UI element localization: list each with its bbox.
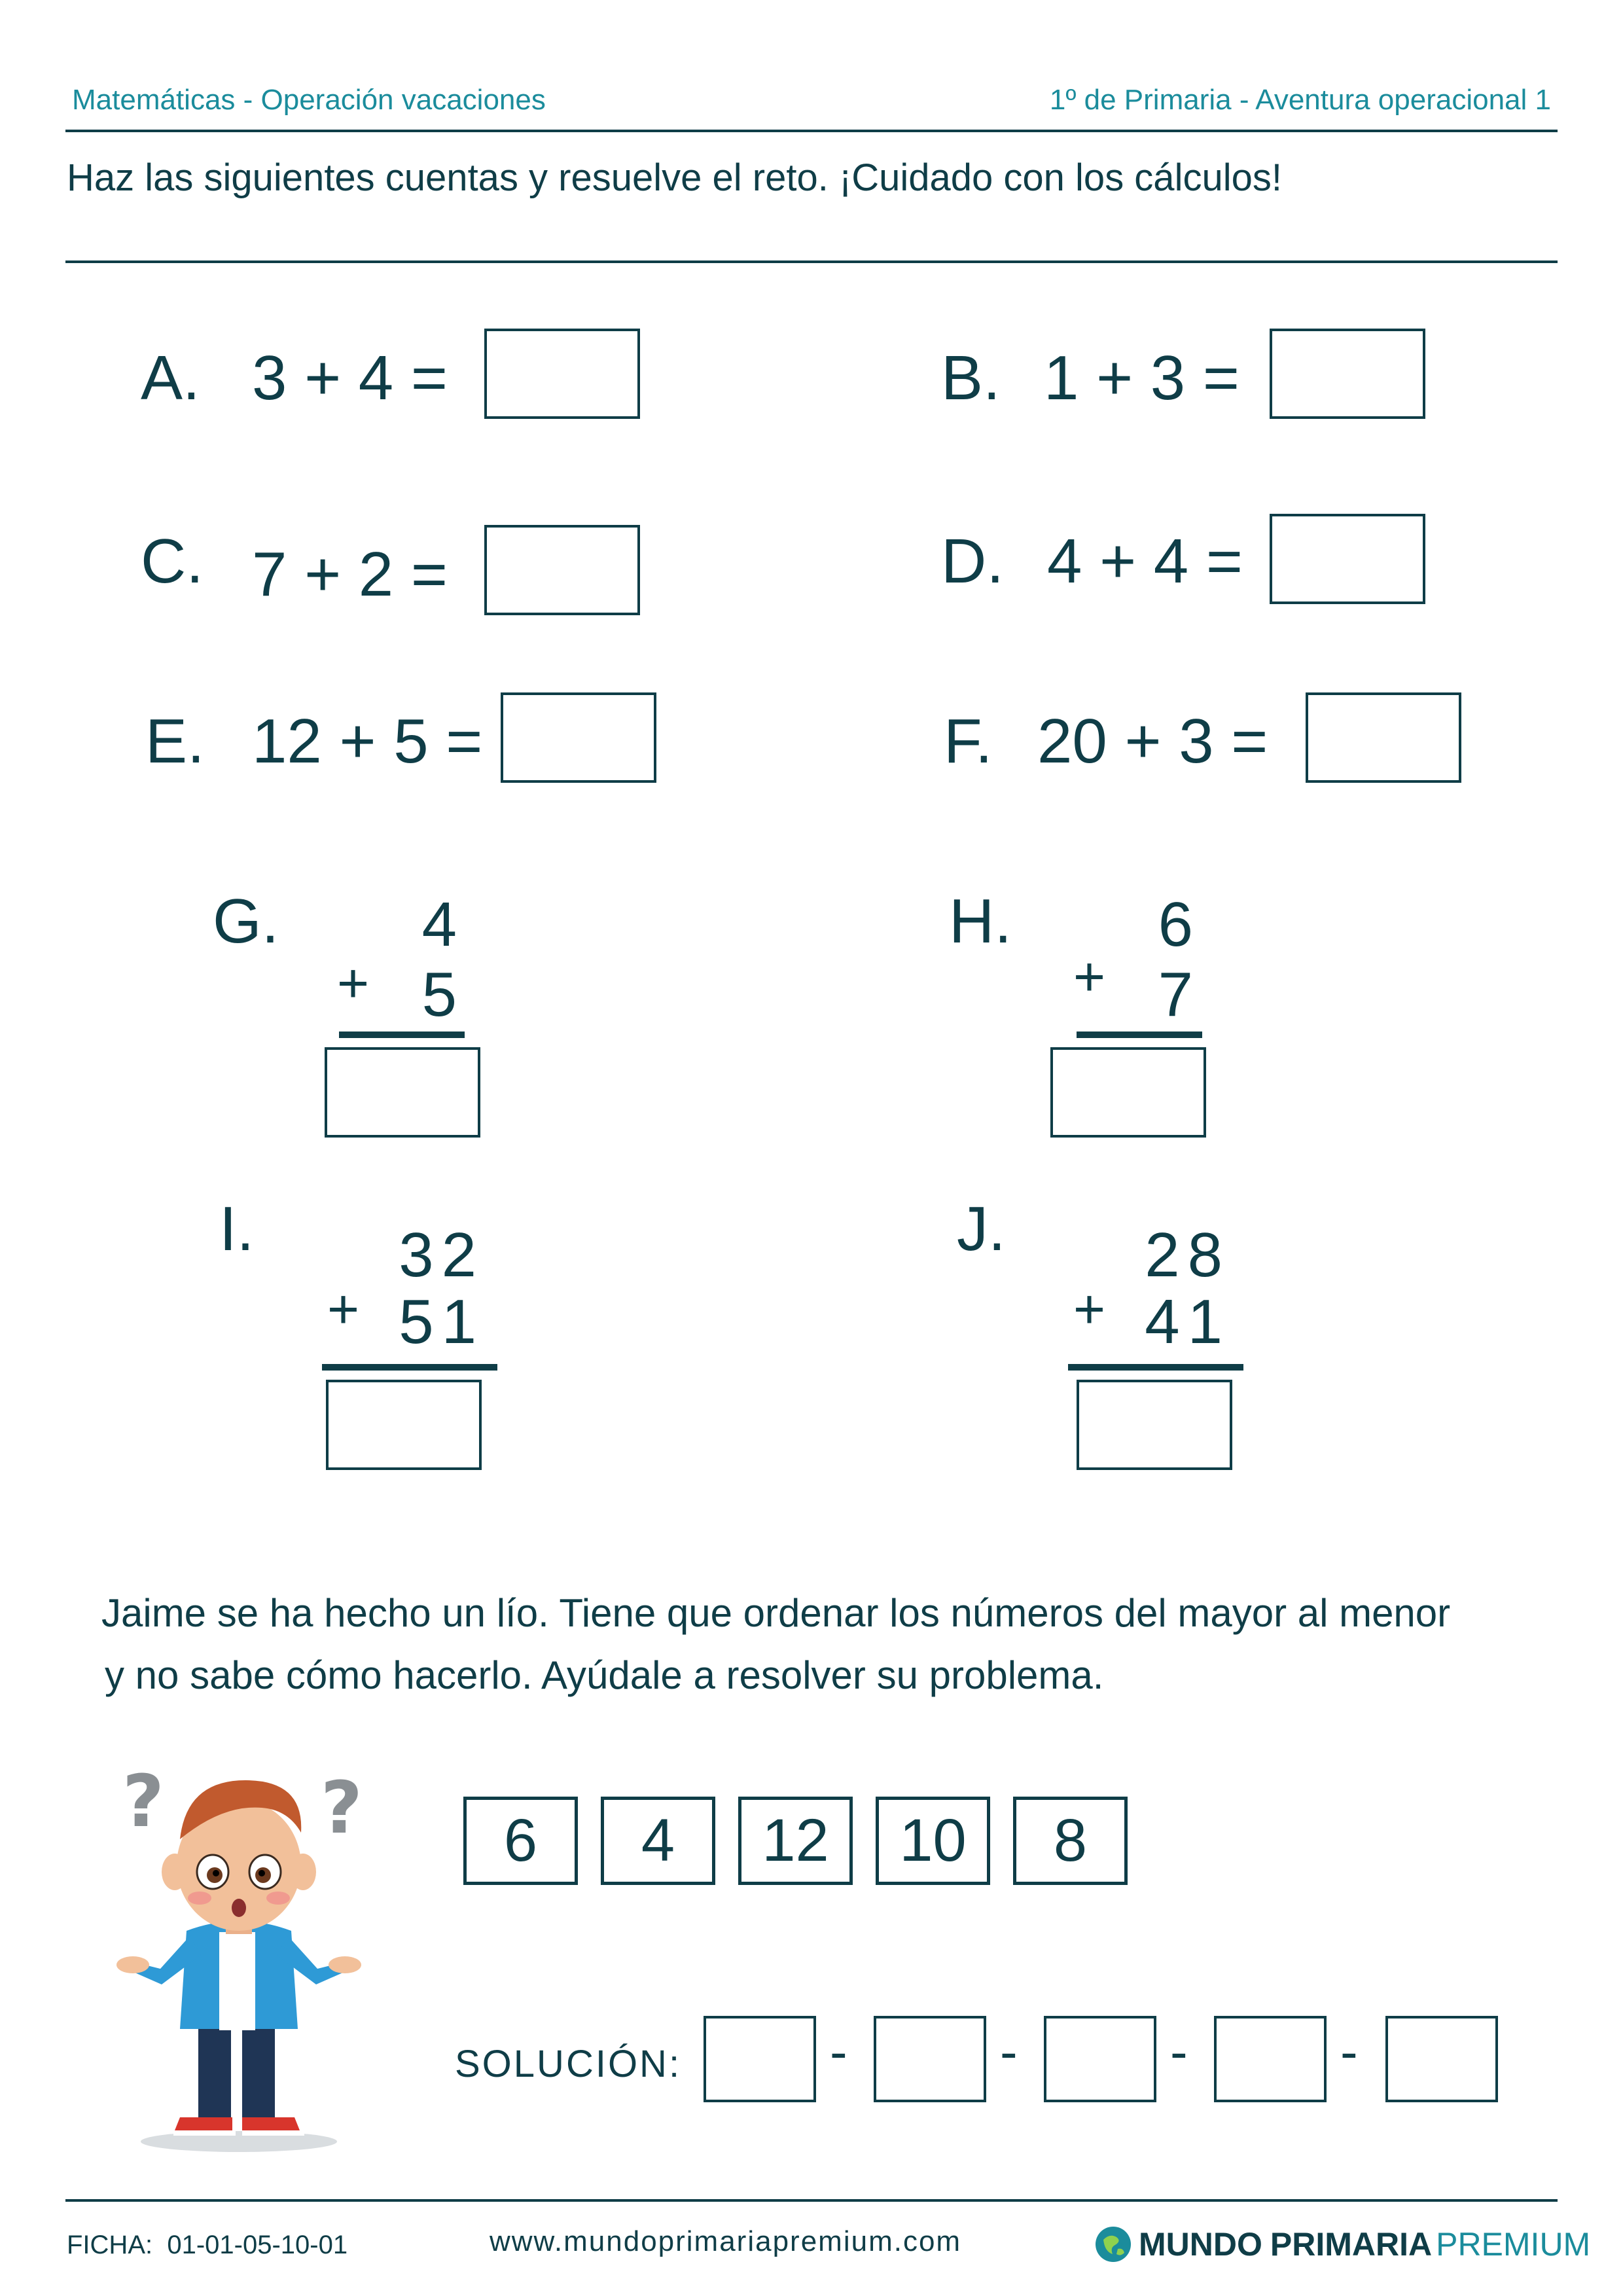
solution-box-3[interactable]: [1044, 2016, 1156, 2102]
sum-rule: [1068, 1364, 1243, 1371]
sum-rule: [322, 1364, 497, 1371]
plus-sign: +: [1073, 1278, 1106, 1340]
sum-letter: I.: [219, 1194, 255, 1264]
equation-letter: F.: [944, 706, 993, 776]
brand-mundo: MUNDO: [1139, 2226, 1262, 2263]
sum-letter: H.: [949, 886, 1012, 956]
equation-expression: 3 + 4 =: [252, 343, 448, 413]
answer-box[interactable]: [484, 329, 640, 419]
brand-logo: [1094, 2221, 1590, 2267]
equation-letter: D.: [941, 526, 1004, 596]
instructions: Haz las siguientes cuentas y resuelve el reto. ¡Cuidado con los cálculos!: [67, 156, 1282, 199]
equation-expression: 12 + 5 =: [252, 706, 483, 776]
brand-primaria: PRIMARIA: [1270, 2226, 1433, 2263]
equation-expression: 20 + 3 =: [1037, 706, 1268, 776]
solution-box-2[interactable]: [874, 2016, 986, 2102]
website-link[interactable]: www.mundoprimariapremium.com: [490, 2225, 962, 2257]
plus-sign: +: [1073, 946, 1106, 1007]
equation-letter: C.: [141, 526, 204, 596]
answer-box[interactable]: [1050, 1047, 1206, 1138]
number-box: 4: [601, 1797, 715, 1885]
header-left: Matemáticas - Operación vacaciones: [72, 84, 546, 116]
number-box: 10: [876, 1797, 990, 1885]
footer-divider: [65, 2199, 1558, 2202]
number-box: 8: [1013, 1797, 1128, 1885]
instructions-divider: [65, 260, 1558, 263]
answer-box[interactable]: [1077, 1380, 1232, 1470]
header-divider: [65, 130, 1558, 132]
question-mark-right: ?: [321, 1766, 363, 1850]
sum-top-number: 6: [1158, 889, 1201, 960]
sum-bottom-number: 51: [399, 1287, 484, 1357]
equation-expression: 4 + 4 =: [1047, 526, 1243, 596]
confused-boy-illustration: [108, 1761, 370, 2153]
brand-premium: PREMIUM: [1436, 2226, 1591, 2263]
equation-expression: 1 + 3 =: [1044, 343, 1240, 413]
answer-box[interactable]: [1306, 692, 1461, 783]
sum-rule: [1077, 1031, 1202, 1038]
problem-line-1: Jaime se ha hecho un lío. Tiene que ordenar los números del mayor al menor: [101, 1591, 1451, 1635]
problem-line-2: y no sabe cómo hacerlo. Ayúdale a resolver su problema.: [105, 1653, 1104, 1697]
answer-box[interactable]: [501, 692, 656, 783]
solution-box-4[interactable]: [1214, 2016, 1327, 2102]
solution-label: SOLUCIÓN:: [455, 2043, 682, 2085]
equation-letter: A.: [141, 343, 200, 413]
answer-box[interactable]: [326, 1380, 482, 1470]
sum-top-number: 32: [399, 1220, 484, 1290]
plus-sign: +: [327, 1278, 360, 1340]
sum-bottom-number: 5: [421, 960, 465, 1030]
number-box: 6: [463, 1797, 578, 1885]
globe-icon: [1094, 2225, 1132, 2263]
answer-box[interactable]: [1270, 329, 1425, 419]
equation-expression: 7 + 2 =: [252, 539, 448, 609]
number-box: 12: [738, 1797, 853, 1885]
answer-box[interactable]: [484, 525, 640, 615]
sum-letter: G.: [213, 886, 279, 956]
sum-bottom-number: 7: [1158, 960, 1201, 1030]
solution-separator: -: [830, 2022, 847, 2081]
plus-sign: +: [337, 952, 370, 1014]
sum-top-number: 28: [1145, 1220, 1230, 1290]
sum-bottom-number: 41: [1145, 1287, 1230, 1357]
solution-separator: -: [1000, 2022, 1018, 2081]
equation-letter: E.: [145, 706, 205, 776]
answer-box[interactable]: [325, 1047, 480, 1138]
sum-top-number: 4: [421, 889, 465, 960]
header-right: 1º de Primaria - Aventura operacional 1: [1049, 84, 1551, 116]
question-mark-left: ?: [122, 1761, 164, 1843]
sum-rule: [339, 1031, 465, 1038]
solution-box-1[interactable]: [704, 2016, 816, 2102]
solution-separator: -: [1170, 2022, 1188, 2081]
sum-letter: J.: [957, 1194, 1006, 1264]
solution-separator: -: [1340, 2022, 1358, 2081]
solution-box-5[interactable]: [1385, 2016, 1498, 2102]
answer-box[interactable]: [1270, 514, 1425, 604]
equation-letter: B.: [941, 343, 1001, 413]
ficha-code: FICHA: 01-01-05-10-01: [67, 2231, 348, 2259]
